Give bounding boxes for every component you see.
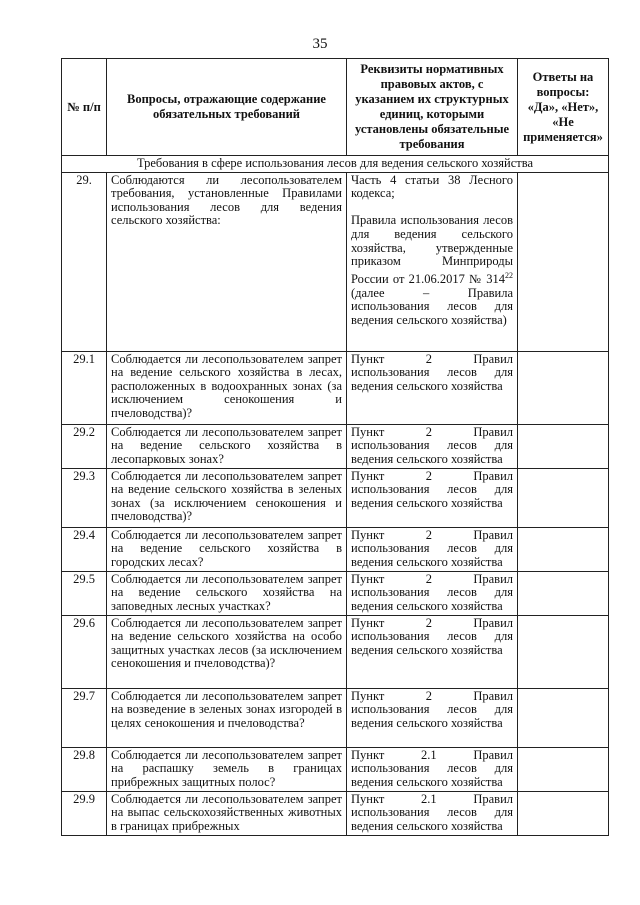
row-question: Соблюдается ли лесопользователем запрет на ведение сельского хозяйства в городских лесах? bbox=[107, 527, 347, 571]
row-requisites: Пункт 2.1 Правил использования лесов для ведения сельского хозяйства bbox=[347, 747, 518, 791]
row-number: 29.5 bbox=[62, 571, 107, 615]
row-requisites: Пункт 2 Правил использования лесов для ведения сельского хозяйства bbox=[347, 615, 518, 688]
page-number: 35 bbox=[312, 36, 328, 52]
row-requisites: Пункт 2 Правил использования лесов для ведения сельского хозяйства bbox=[347, 527, 518, 571]
table-row bbox=[62, 747, 609, 791]
row-answer[interactable] bbox=[518, 351, 609, 424]
table-row bbox=[62, 791, 609, 835]
row-answer[interactable] bbox=[518, 527, 609, 571]
row-number: 29.4 bbox=[62, 527, 107, 571]
row-number: 29.1 bbox=[62, 351, 107, 424]
row-question: Соблюдается ли лесопользователем запрет на распашку земель в границах прибрежных защитных полос? bbox=[107, 747, 347, 791]
table-row bbox=[62, 351, 609, 424]
table-row bbox=[62, 468, 609, 527]
row-number: 29. bbox=[62, 172, 107, 351]
row-question: Соблюдается ли лесопользователем запрет на ведение сельского хозяйства на особо защитных участках лесов (за исключением сенокошения и пчеловодства)? bbox=[107, 615, 347, 688]
row-question: Соблюдается ли лесопользователем запрет на возведение в зеленых зонах изгородей в целях сенокошения и пчеловодства? bbox=[107, 688, 347, 747]
row-requisites: Пункт 2.1 Правил использования лесов для ведения сельского хозяйства bbox=[347, 791, 518, 835]
header-num: № п/п bbox=[62, 59, 107, 156]
row-requisites: Пункт 2 Правил использования лесов для ведения сельского хозяйства bbox=[347, 468, 518, 527]
row-answer[interactable] bbox=[518, 468, 609, 527]
row-requisites: Пункт 2 Правил использования лесов для ведения сельского хозяйства bbox=[347, 571, 518, 615]
row-answer[interactable] bbox=[518, 424, 609, 468]
header-question: Вопросы, отражающие содержание обязательных требований bbox=[107, 59, 347, 156]
section-row bbox=[62, 156, 609, 173]
row-question: Соблюдается ли лесопользователем запрет на ведение сельского хозяйства в лесопарковых зонах? bbox=[107, 424, 347, 468]
row-number: 29.6 bbox=[62, 615, 107, 688]
row-question: Соблюдается ли лесопользователем запрет на ведение сельского хозяйства в зеленых зонах (за исключением сенокошения и пчеловодства)? bbox=[107, 468, 347, 527]
footnote-ref: 22 bbox=[505, 270, 513, 280]
row-requisites: Пункт 2 Правил использования лесов для ведения сельского хозяйства bbox=[347, 424, 518, 468]
section-title: Требования в сфере использования лесов для ведения сельского хозяйства bbox=[62, 156, 609, 173]
row-requisites bbox=[347, 172, 518, 351]
row-answer[interactable] bbox=[518, 571, 609, 615]
requisite-part-1: Часть 4 статьи 38 Лесного кодекса; bbox=[351, 172, 513, 201]
row-answer[interactable] bbox=[518, 615, 609, 688]
row-question: Соблюдается ли лесопользователем запрет на ведение сельского хозяйства на заповедных лесных участках? bbox=[107, 571, 347, 615]
row-answer[interactable] bbox=[518, 747, 609, 791]
table-row bbox=[62, 172, 609, 351]
row-number: 29.2 bbox=[62, 424, 107, 468]
requisite-part-2: Правила использования лесов для ведения сельского хозяйства, утвержденные приказом Минприроды России от 21.06.2017 № $314^{22}$ (далее – Правила использования лесов для ведения сельского хозяйства) bbox=[351, 213, 513, 327]
row-number: 29.8 bbox=[62, 747, 107, 791]
row-requisites: Пункт 2 Правил использования лесов для ведения сельского хозяйства bbox=[347, 688, 518, 747]
header-requisites: Реквизиты нормативных правовых актов, с указанием их структурных единиц, которыми установлены обязательные требования bbox=[347, 59, 518, 156]
row-question: Соблюдается ли лесопользователем запрет на выпас сельскохозяйственных животных в границах прибрежных bbox=[107, 791, 347, 835]
row-answer[interactable] bbox=[518, 688, 609, 747]
row-question: Соблюдается ли лесопользователем запрет на ведение сельского хозяйства в лесах, расположенных в водоохранных зонах (за исключением сенокошения и пчеловодства)? bbox=[107, 351, 347, 424]
requirements-table bbox=[61, 58, 609, 836]
table-row bbox=[62, 527, 609, 571]
table-header-row bbox=[62, 59, 609, 156]
row-number: 29.7 bbox=[62, 688, 107, 747]
row-question: Соблюдаются ли лесопользователем требования, установленные Правилами использования лесов для ведения сельского хозяйства: bbox=[107, 172, 347, 351]
row-answer[interactable] bbox=[518, 172, 609, 351]
table-row bbox=[62, 615, 609, 688]
table-row bbox=[62, 688, 609, 747]
row-requisites: Пункт 2 Правил использования лесов для ведения сельского хозяйства bbox=[347, 351, 518, 424]
table-row bbox=[62, 571, 609, 615]
row-answer[interactable] bbox=[518, 791, 609, 835]
row-number: 29.9 bbox=[62, 791, 107, 835]
table-row bbox=[62, 424, 609, 468]
header-answers: Ответы на вопросы: «Да», «Нет», «Не применяется» bbox=[518, 59, 609, 156]
row-number: 29.3 bbox=[62, 468, 107, 527]
